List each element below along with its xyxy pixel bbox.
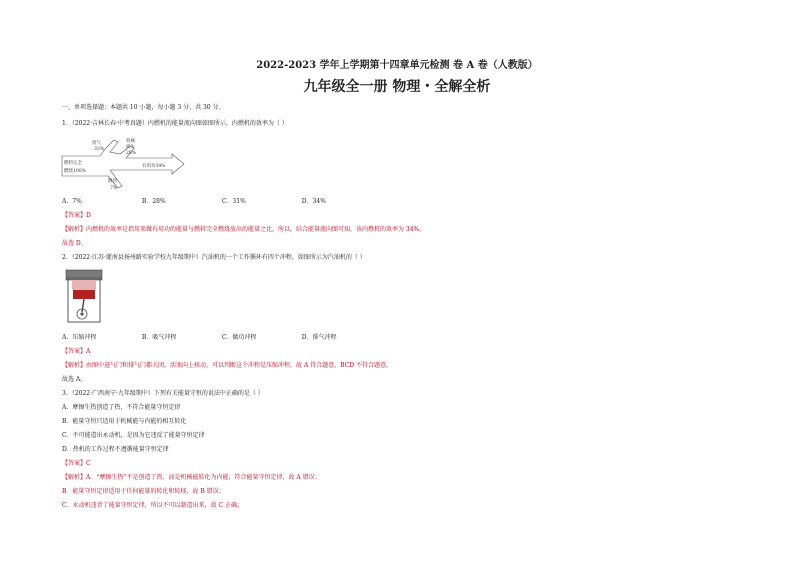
q3-answer: 【答案】C	[62, 460, 91, 467]
fig1-label-exhaust-pct: 33%	[94, 147, 105, 152]
q3-option-d: D．热机的工作过程不遵循能量守恒定律	[62, 446, 169, 453]
energy-flow-diagram	[60, 136, 200, 194]
q3-stem: 3．（2022·广西南宁·九年级期中）下列有关能量守恒的说法中正确的是（ ）	[62, 390, 264, 397]
q1-option-b: B．28%	[141, 198, 166, 205]
section-heading: 一、单项选择题：本题共 10 小题，每小题 3 分，共 30 分。	[62, 104, 225, 111]
q3-analysis-a: 【解析】A．“摩擦生热”不是创造了热，而是机械能转化为内能，符合能量守恒定律，故 A 错误；	[62, 474, 321, 481]
q2-answer: 【答案】A	[62, 348, 91, 355]
q1-answer: 【答案】D	[62, 212, 91, 219]
fig1-label-loss-pct: 28%	[126, 151, 137, 156]
q2-analysis: 【解析】由图中进气门和排气门都关闭，活塞向上移动，可以判断这个冲程是压缩冲程，故 A 符合题意，BCD 不符合题意。	[62, 362, 392, 369]
fig1-label-heat-pct: 7%	[110, 186, 118, 191]
fig1-label-mech: 机械	[126, 139, 135, 144]
q1-option-d: D．34%	[301, 198, 326, 205]
q1-options	[62, 198, 326, 206]
fig1-label-loss: 损失	[126, 145, 135, 150]
q1-option-c: C．31%	[221, 198, 246, 205]
document-subtitle: 九年级全一册 物理・全解全析	[303, 79, 491, 95]
q3-analysis-b: B．能量守恒定律适用于任何能量的转化和转移，故 B 错误；	[62, 488, 225, 495]
q2-option-c: C．做功冲程	[221, 334, 257, 341]
q1-analysis: 【解析】内燃机的效率是指用来做有用功的能量与燃料完全燃烧放出的能量之比，所以，结合能量流向图可知，该内燃机的效率为 34%。	[62, 226, 426, 233]
q2-options	[62, 334, 337, 342]
q2-option-b: B．吸气冲程	[141, 334, 177, 341]
fig1-label-heat: 散热	[108, 179, 117, 184]
engine-cylinder-diagram	[64, 268, 104, 324]
document-title: 2022-2023 学年上学期第十四章单元检测 卷 A 卷（人教版）	[256, 60, 538, 71]
fig1-label-exhaust: 废气	[92, 141, 101, 146]
q2-conclusion: 故选 A。	[62, 376, 87, 383]
q1-stem: 1．（2022·吉林长春·中考真题）内燃机的能量流向图如图所示。内燃机的效率为（ ）	[62, 120, 288, 127]
q3-option-b: B．能量守恒只适用于机械能与内能的相互转化	[62, 418, 187, 425]
q3-option-c: C．不可能造出永动机，是因为它违反了能量守恒定律	[62, 432, 205, 439]
q1-option-a: A．7%	[62, 198, 82, 205]
q2-option-a: A．压缩冲程	[62, 334, 97, 341]
q1-conclusion: 故选 D。	[62, 240, 87, 247]
q3-option-a: A．摩擦生热创造了热，不符合能量守恒定律	[62, 404, 181, 411]
q2-option-d: D．排气冲程	[301, 334, 337, 341]
fig1-label-fuel-pct: 燃烧100%	[64, 169, 86, 174]
q3-analysis-c: C．永动机违背了能量守恒定律，所以不可以制造出来，故 C 正确；	[62, 502, 243, 509]
fig1-label-useful: 有用功34%	[142, 164, 166, 169]
fig1-label-fuel: 燃料完全	[64, 161, 82, 166]
q2-stem: 2．（2022·江苏·灌南县扬州路实验学校九年级期中）汽油机的一个工作循环有四个冲程，如图所示为汽油机的（ ）	[62, 254, 366, 261]
